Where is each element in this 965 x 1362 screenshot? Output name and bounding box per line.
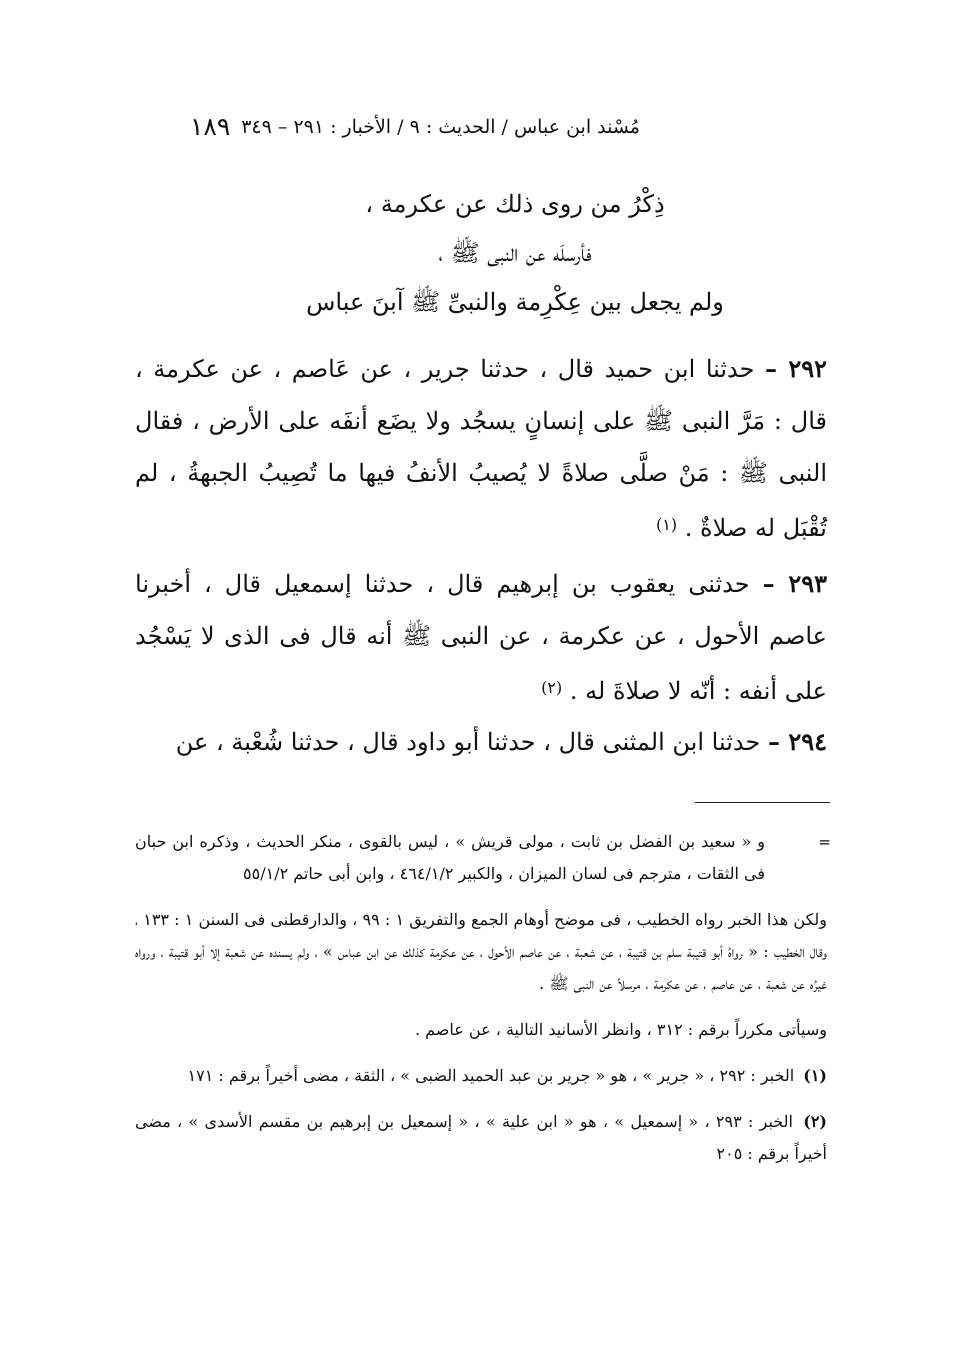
footnote-continued-text: و « سعيد بن الفضل بن ثابت ، مولى قريش » ، ليس بالقوى ، منكر الحديث ، وذكره ابن حبان فى الثقات ، مترجم فى لسان الميزان ، والكبير ٤٦٤/١/٢ ، وابن أبى حاتم ٥٥/١/٢ — [135, 832, 765, 883]
hadith-number: ٢٩٤ – — [767, 727, 827, 756]
footnote-2-text: الخبر : ٢٩٣ ، « إسمعيل » ، هو « ابن علية » ، « إسمعيل بن إبرهيم بن مقسم الأسدى » ، مضى أخيراً برقم : ٢٠٥ — [135, 1112, 827, 1163]
hadith-number: ٢٩٢ – — [765, 354, 827, 383]
continuation-mark: = — [818, 833, 831, 851]
section-heading-line-1: ذِكْرُ من روى ذلك عن عكرمة ، — [365, 190, 665, 218]
footnote-1-text: الخبر : ٢٩٢ ، « جرير » ، هو « جرير بن عبد الحميد الضبى » ، الثقة ، مضى أخيراً برقم : ١٧١ — [187, 1066, 795, 1085]
footnote-paragraph: ولكن هذا الخبر رواه الخطيب ، فى موضح أوهام الجمع والتفريق ١ : ٩٩ ، والدارقطنى فى السنن ١ : ١٣٣ ، وقال الخطيب : « رواهُ أبو قتيبة سلم بن قتيبة ، عن شعبة ، عن عاصم الأحول ، عن عكرمة كذلك عن ابن عباس » ، ولم يسنده عن شعبة إلا أبو قتيبة ، ورواه غيرُه عن شعبة ، عن عاصم ، عن عكرمة ، مرسلاً عن النبى ﷺ . — [135, 910, 828, 993]
footnote-ref-1[interactable]: (١) — [656, 515, 678, 534]
hadith-text: حدثنا ابن حميد قال ، حدثنا جرير ، عن عَاصم ، عن عكرمة ، قال : مَرَّ النبى ﷺ على إنسانٍ يسجُد ولا يضَع أنفَه على الأرض ، فقال النبى ﷺ : مَنْ صلَّى صلاةً لا يُصيبُ الأنفُ فيها ما تُصِيبُ الجبهةُ ، لم تُقْبَل له صلاةٌ . — [135, 355, 827, 542]
footnote-1 — [135, 1060, 827, 1092]
page-number: ١٨٩ — [190, 112, 231, 141]
footnotes — [135, 826, 831, 1184]
hadith-text: حدثنى يعقوب بن إبرهيم قال ، حدثنا إسمعيل قال ، أخبرنا عاصم الأحول ، عن عكرمة ، عن النبى ﷺ أنه قال فى الذى لا يَسْجُد على أنفه : أنّه لا صلاةَ له . — [135, 570, 827, 705]
hadith-292 — [135, 343, 827, 554]
footnote-continued — [135, 826, 831, 890]
footnote-paragraph: وسيأتى مكرراً برقم : ٣١٢ ، وانظر الأسانيد التالية ، عن عاصم . — [414, 1020, 827, 1039]
section-heading-line-3: ولم يجعل بين عِكْرِمة والنبىِّ ﷺ آبنَ عباس — [306, 288, 724, 316]
hadith-294 — [135, 716, 827, 768]
running-title: مُسْند ابن عباس / الحديث : ٩ / الأخبار : ٢٩١ – ٣٤٩ — [241, 116, 640, 138]
hadith-293 — [135, 558, 827, 717]
hadith-text: حدثنا ابن المثنى قال ، حدثنا أبو داود قال ، حدثنا شُعْبة ، عن — [175, 728, 761, 756]
footnote-divider — [695, 802, 830, 803]
section-heading — [190, 180, 840, 327]
footnote-2-number: (٢) — [803, 1112, 827, 1131]
hadith-number: ٢٩٣ – — [762, 569, 827, 598]
running-head — [190, 112, 640, 148]
footnote-1-number: (١) — [803, 1066, 827, 1085]
footnote-ref-2[interactable]: (٢) — [541, 678, 563, 697]
section-heading-line-2: فأرسلَه عن النبى ﷺ ، — [438, 239, 592, 267]
footnote-2 — [135, 1106, 827, 1170]
